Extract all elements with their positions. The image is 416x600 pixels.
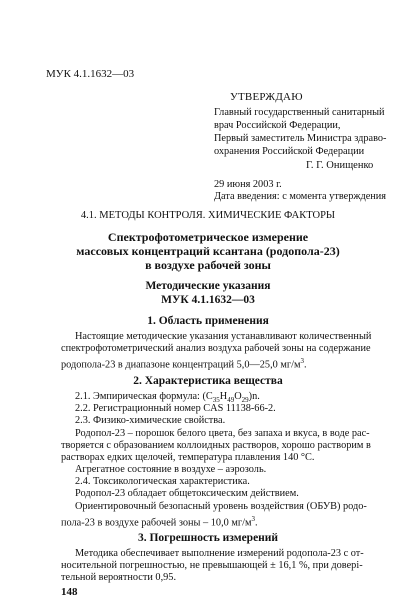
section-heading: 1. Область применения — [147, 315, 269, 327]
introduction-date: Дата введения: с момента утверждения — [214, 191, 387, 202]
paragraph-line: творяется с образованием коллоидных растворов, хорошо растворим в — [61, 440, 371, 451]
paragraph-line: спектрофотометрический анализ воздуха рабочей зоны на содержание — [61, 343, 371, 354]
approval-line: Главный государственный санитарный — [214, 107, 385, 118]
paragraph-line: Ориентировочный безопасный уровень воздействия (ОБУВ) родо- — [75, 501, 367, 512]
paragraph-line: Родопол-23 – порошок белого цвета, без запаха и вкуса, в воде рас- — [75, 428, 370, 439]
document-code: МУК 4.1.1632—03 — [46, 68, 135, 80]
paragraph-line: 2.4. Токсикологическая характеристика. — [75, 476, 250, 487]
section-heading: 3. Погрешность измерений — [137, 532, 279, 544]
approval-title: УТВЕРЖДАЮ — [230, 91, 303, 103]
paragraph-line: родопола-23 в диапазоне концентраций 5,0—25,0 $мг/м^3$. — [61, 357, 307, 371]
paragraph-line: пола-23 в воздухе рабочей зоны – 10,0 $мг/м^3$. — [61, 515, 258, 529]
paragraph-line: тельной вероятности 0,95. — [61, 572, 177, 583]
approval-line: врач Российской Федерации, — [214, 120, 341, 131]
signature-name: Г. Г. Онищенко — [306, 160, 374, 171]
subtitle-line: МУК 4.1.1632—03 — [161, 294, 255, 306]
paragraph-line: Настоящие методические указания устанавливают количественный — [75, 331, 372, 342]
section-heading: 2. Характеристика вещества — [133, 375, 283, 387]
approval-date: 29 июня 2003 г. — [214, 179, 282, 190]
approval-line: Первый заместитель Министра здраво- — [214, 133, 387, 144]
section-header: 4.1. МЕТОДЫ КОНТРОЛЯ. ХИМИЧЕСКИЕ ФАКТОРЫ — [80, 210, 336, 221]
paragraph-line: растворах едких щелочей, температура плавления 140 °С. — [61, 452, 315, 463]
paragraph-line: Родопол-23 обладает общетоксическим действием. — [75, 488, 299, 499]
document-title-line: массовых концентраций ксантана (родопола-23) — [76, 244, 340, 258]
paragraph-line: носительной погрешностью, не превышающей ± 16,1 %, при доверi- — [61, 560, 363, 571]
cas-line: 2.2. Регистрационный номер CAS 11138-66-2. — [75, 403, 276, 414]
document-title-line: в воздухе рабочей зоны — [145, 258, 271, 272]
formula-line: 2.1. Эмпирическая формула: $(C_{35}H_{49}O_{29})n$. — [75, 391, 260, 405]
document-title-line: Спектрофотометрическое измерение — [107, 230, 309, 244]
paragraph-line: Методика обеспечивает выполнение измерений родопола-23 с от- — [75, 548, 364, 559]
properties-line: 2.3. Физико-химические свойства. — [75, 415, 226, 426]
subtitle-line: Методические указания — [145, 280, 271, 292]
approval-line: охранения Российской Федерации — [214, 146, 365, 157]
page-number: 148 — [61, 586, 78, 598]
paragraph-line: Агрегатное состояние в воздухе – аэрозоль. — [75, 464, 267, 475]
